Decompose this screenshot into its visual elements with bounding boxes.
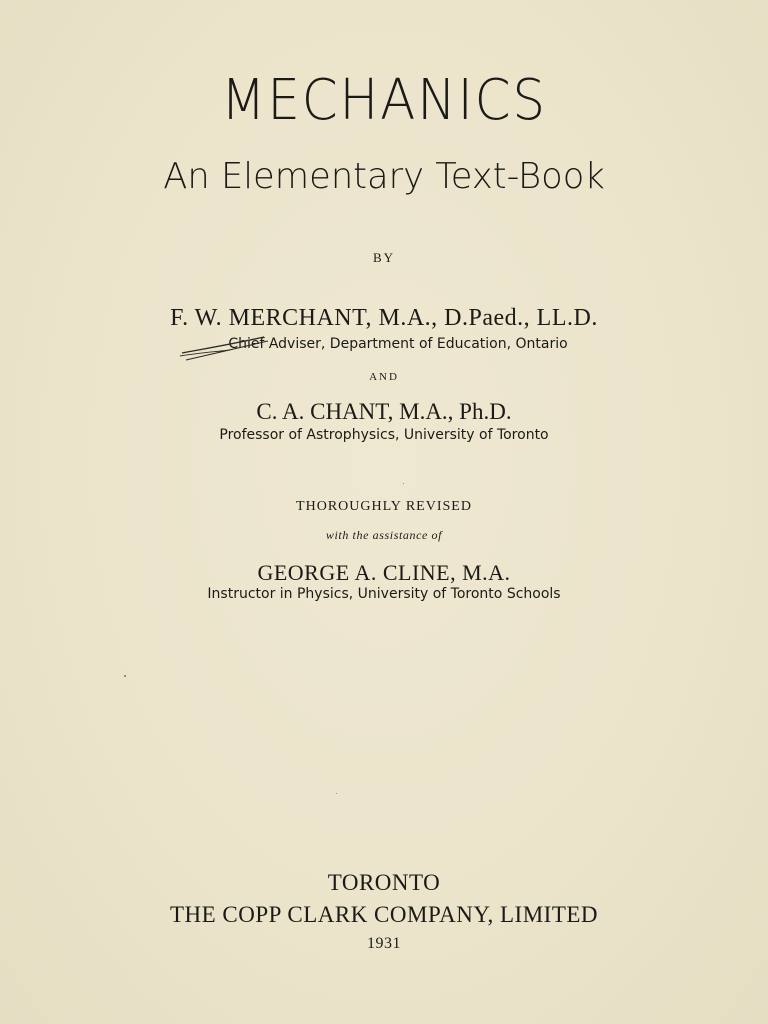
paper-speck	[124, 675, 126, 677]
paper-speck	[403, 483, 404, 484]
reviser-affiliation: Instructor in Physics, University of Toronto Schools	[207, 586, 561, 602]
assistance-label: with the assistance of	[325, 528, 443, 542]
paper-speck	[336, 793, 337, 794]
author-name-1: F. W. MERCHANT, M.A., D.Paed., LL.D.	[170, 305, 598, 331]
book-title: MECHANICS	[221, 68, 547, 133]
imprint-year: 1931	[367, 935, 401, 952]
revised-label: THOROUGHLY REVISED	[296, 499, 472, 514]
and-label: AND	[369, 371, 399, 383]
book-subtitle: An Elementary Text-Book	[163, 156, 605, 197]
author-affiliation-1: Chief Adviser, Department of Education, Ontario	[228, 336, 568, 352]
author-affiliation-2: Professor of Astrophysics, University of Toronto	[219, 427, 549, 443]
reviser-name: GEORGE A. CLINE, M.A.	[257, 560, 511, 585]
imprint-city: TORONTO	[327, 870, 441, 895]
author-name-2: C. A. CHANT, M.A., Ph.D.	[256, 399, 512, 424]
by-label: BY	[372, 250, 396, 265]
imprint-publisher: THE COPP CLARK COMPANY, LIMITED	[169, 902, 599, 927]
